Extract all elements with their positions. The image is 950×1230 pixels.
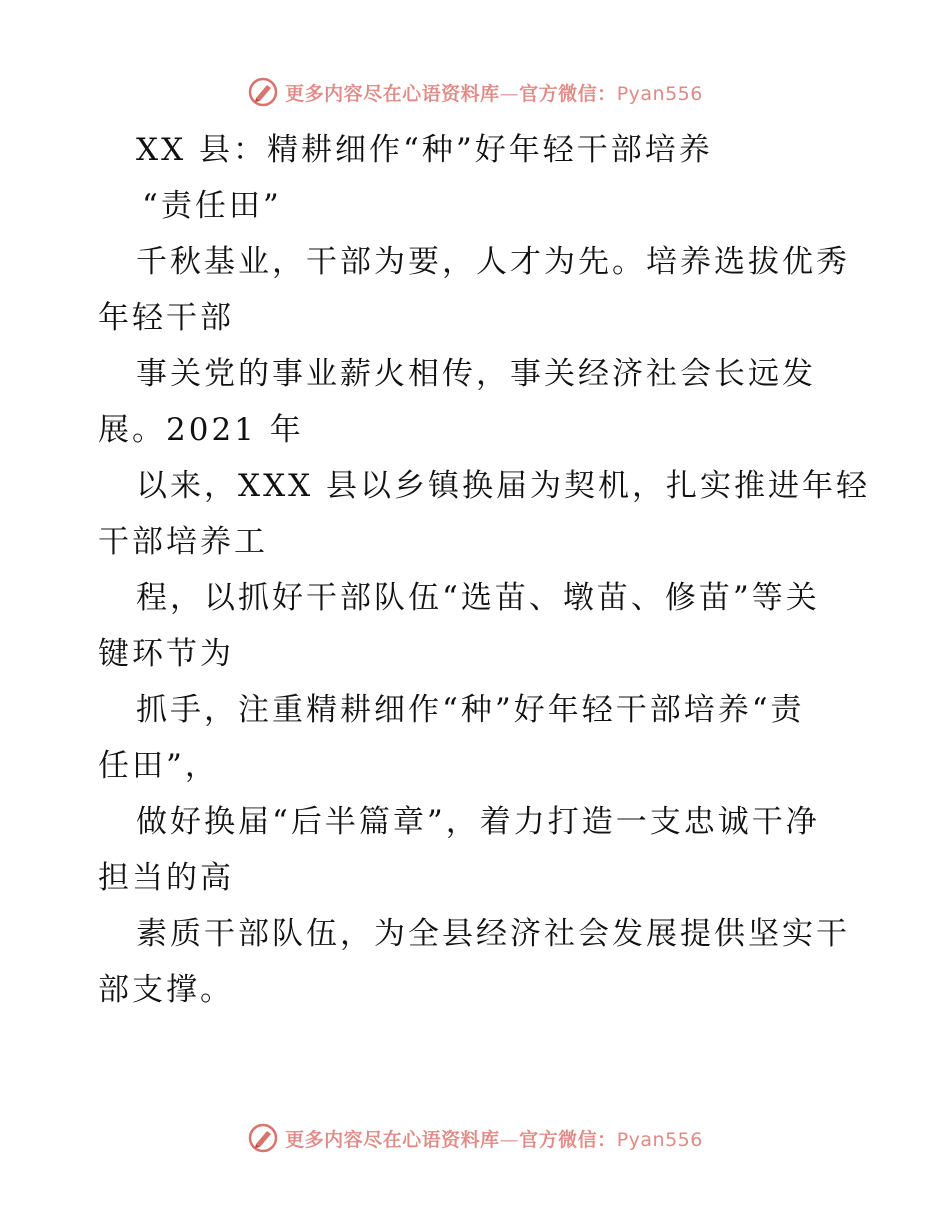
paragraph-line: 素质干部队伍，为全县经济社会发展提供坚实干 xyxy=(136,916,850,952)
pen-logo-icon xyxy=(247,76,279,108)
paragraph-line: 年轻干部 xyxy=(98,300,234,336)
paragraph-line: 担当的高 xyxy=(98,860,234,896)
paragraph-line: 键环节为 xyxy=(98,636,234,672)
document-body xyxy=(98,122,871,1018)
paragraph-line: 干部培养工 xyxy=(98,524,268,560)
watermark-text: 更多内容尽在心语资料库—官方微信：Pyan556 xyxy=(285,1128,703,1151)
paragraph-line: 事关党的事业薪火相传，事关经济社会长远发 xyxy=(136,356,816,392)
paragraph-line: 抓手，注重精耕细作“种”好年轻干部培养“责 xyxy=(136,692,805,728)
footer-watermark xyxy=(0,1118,950,1158)
paragraph-line: 程，以抓好干部队伍“选苗、墩苗、修苗”等关 xyxy=(136,580,820,616)
paragraph-line: 展。2021 年 xyxy=(98,412,304,448)
pen-logo-icon xyxy=(247,1122,279,1154)
paragraph-line: 做好换届“后半篇章”，着力打造一支忠诚干净 xyxy=(136,804,820,840)
header-watermark xyxy=(0,72,950,112)
paragraph-line: 部支撑。 xyxy=(98,972,234,1008)
paragraph-line: 任田”， xyxy=(98,748,219,784)
document-title-line-1: XX 县：精耕细作“种”好年轻干部培养 xyxy=(136,132,713,168)
document-title-line-2: “责任田” xyxy=(142,188,282,224)
paragraph-line: 千秋基业，干部为要，人才为先。培养选拔优秀 xyxy=(136,244,850,280)
watermark-text: 更多内容尽在心语资料库—官方微信：Pyan556 xyxy=(285,82,703,105)
paragraph-line: 以来，XXX 县以乡镇换届为契机，扎实推进年轻 xyxy=(136,468,871,504)
